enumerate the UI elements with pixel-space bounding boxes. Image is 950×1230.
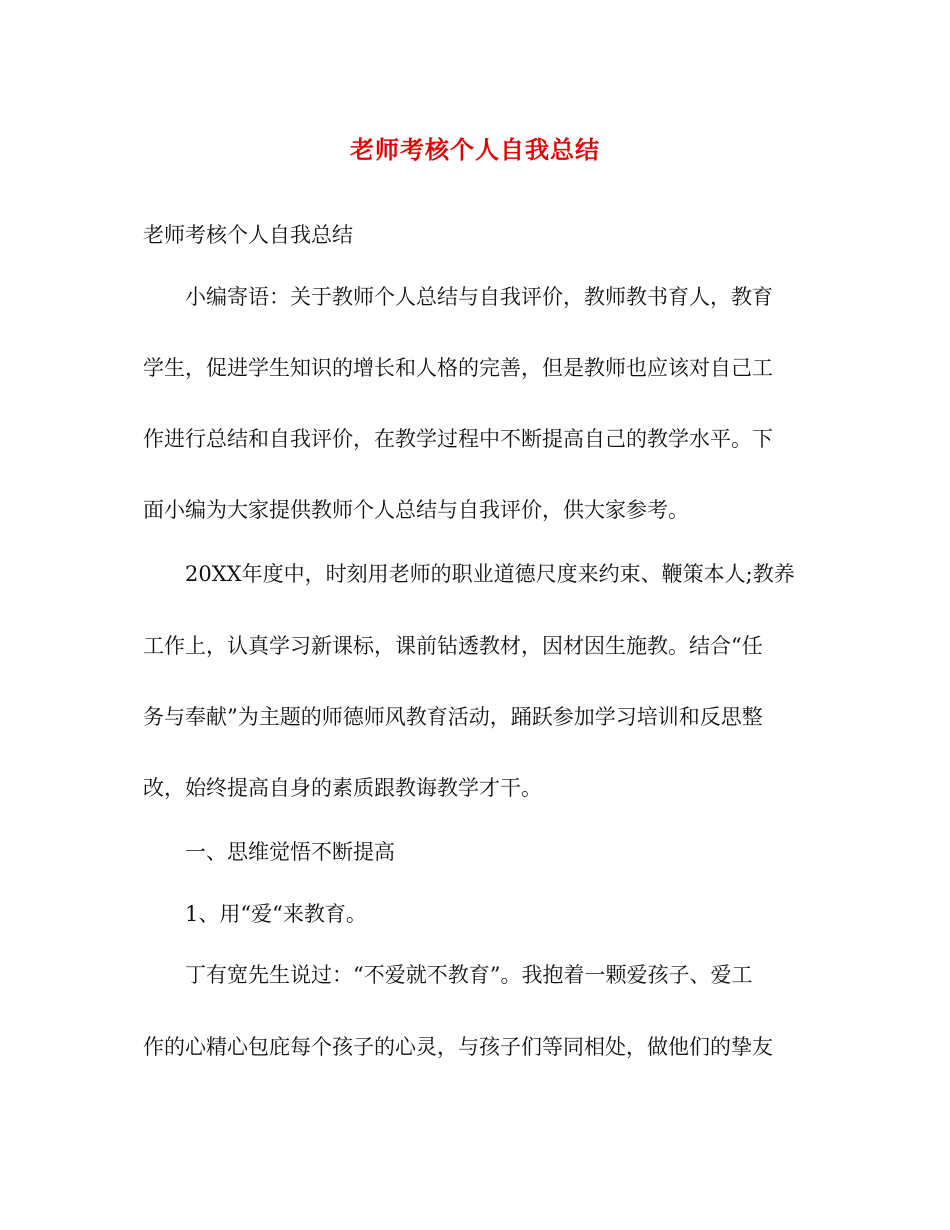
paragraph-line: 改，始终提高自身的素质跟教诲教学才干。 [143, 776, 542, 800]
paragraph-line: 工作上，认真学习新课标，课前钻透教材，因材因生施教。结合“任 [143, 634, 763, 658]
paragraph-line: 作进行总结和自我评价，在教学过程中不断提高自己的教学水平。下 [143, 427, 773, 451]
paragraph-line: 小编寄语：关于教师个人总结与自我评价，教师教书育人，教育 [185, 285, 773, 309]
paragraph-line: 学生，促进学生知识的增长和人格的完善，但是教师也应该对自己工 [143, 356, 773, 380]
paragraph-line: 20XX年度中，时刻用老师的职业道德尺度来约束、鞭策本人;教养 [185, 562, 795, 586]
paragraph-line: 作的心精心包庇每个孩子的心灵，与孩子们等同相处，做他们的挚友 [143, 1035, 773, 1059]
paragraph-line: 面小编为大家提供教师个人总结与自我评价，供大家参考。 [143, 498, 689, 522]
document-title: 老师考核个人自我总结 [350, 135, 600, 164]
paragraph-line: 丁有宽先生说过：“不爱就不教育”。我抱着一颗爱孩子、爱工 [185, 963, 753, 987]
subsection-heading: 1、用“爱“来教育。 [185, 902, 367, 926]
paragraph-line: 务与奉献”为主题的师德师风教育活动，踊跃参加学习培训和反思整 [143, 705, 763, 729]
subtitle-line: 老师考核个人自我总结 [143, 223, 353, 247]
section-heading: 一、思维觉悟不断提高 [185, 840, 395, 864]
